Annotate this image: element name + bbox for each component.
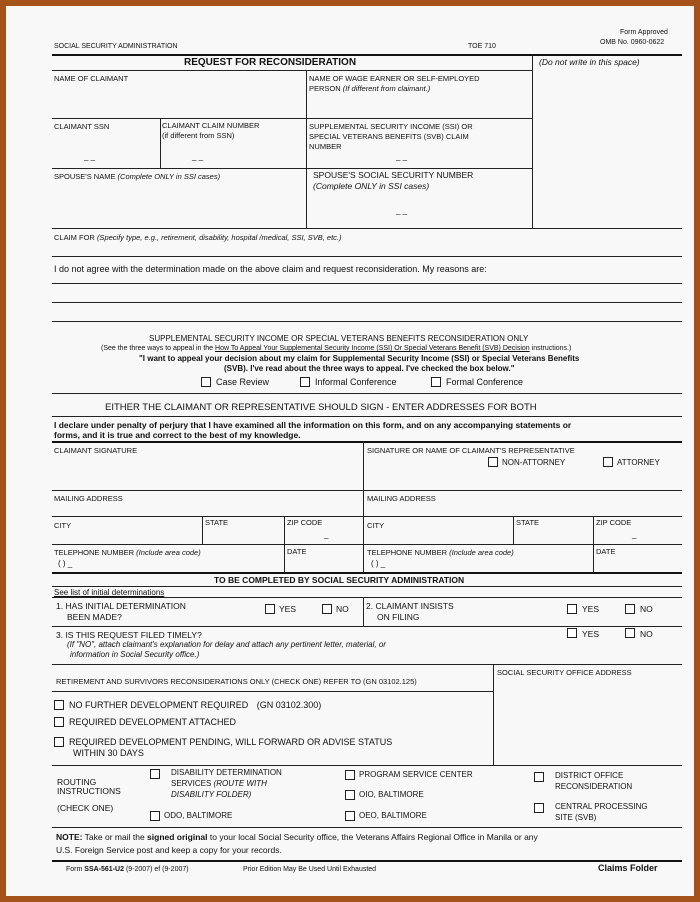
informal-conference-checkbox[interactable] bbox=[300, 377, 310, 387]
q1-no-checkbox[interactable] bbox=[322, 604, 332, 614]
declaration-line-2: forms, and it is true and correct to the best of my knowledge. bbox=[54, 430, 301, 440]
formal-conference-label: Formal Conference bbox=[446, 377, 524, 387]
note-text-1a: Take or mail the bbox=[84, 832, 145, 842]
claimant-zip-label: ZIP CODE bbox=[287, 518, 323, 527]
sign-heading: EITHER THE CLAIMANT OR REPRESENTATIVE SHOULD SIGN - ENTER ADDRESSES FOR BOTH bbox=[105, 402, 537, 413]
oeo-checkbox[interactable] bbox=[345, 811, 355, 821]
q2-label: 2. CLAIMANT INSISTS bbox=[366, 601, 454, 611]
do-not-write-note: (Do not write in this space) bbox=[539, 57, 640, 67]
claim-for-label: CLAIM FOR bbox=[54, 233, 95, 242]
psc-label: PROGRAM SERVICE CENTER bbox=[359, 770, 473, 779]
appeal-quote-2: (SVB). I've read about the three ways to appeal. I've checked the box below." bbox=[224, 364, 515, 373]
claimant-name-field[interactable] bbox=[54, 96, 306, 118]
q2-yes-checkbox[interactable] bbox=[567, 604, 577, 614]
footer-form-label: Form bbox=[66, 866, 83, 873]
form-title: REQUEST FOR RECONSIDERATION bbox=[184, 57, 357, 68]
rep-date-label: DATE bbox=[596, 547, 616, 556]
rep-city-label: CITY bbox=[367, 521, 385, 530]
omb-number: OMB No. 0960-0622 bbox=[600, 39, 665, 46]
check-one-label: (CHECK ONE) bbox=[57, 803, 114, 813]
spouse-name-note: (Complete ONLY in SSI cases) bbox=[117, 172, 221, 181]
footer-form-date: (9-2007) ef (9-2007) bbox=[125, 866, 189, 873]
q3-yes-checkbox[interactable] bbox=[567, 628, 577, 638]
non-attorney-checkbox[interactable] bbox=[488, 457, 498, 467]
note-label: NOTE: bbox=[56, 832, 83, 842]
ssi-claim-label-2: SPECIAL VETERANS BENEFITS (SVB) CLAIM bbox=[309, 132, 469, 141]
claimant-ssn-field[interactable]: _ _ bbox=[84, 152, 96, 161]
q3-no-checkbox[interactable] bbox=[625, 628, 635, 638]
claimant-ssn-label: CLAIMANT SSN bbox=[54, 122, 110, 131]
reasons-text: I do not agree with the determination made on the above claim and request reconsideration. My reasons are: bbox=[54, 264, 487, 274]
claim-number-label: CLAIMANT CLAIM NUMBER bbox=[162, 121, 260, 130]
informal-conference-label: Informal Conference bbox=[315, 377, 397, 387]
claimant-city-label: CITY bbox=[54, 521, 72, 530]
rep-signature-label: SIGNATURE OR NAME OF CLAIMANT'S REPRESENTATIVE bbox=[367, 446, 575, 455]
q3-note-1: (If "NO", attach claimant's explanation for delay and attach any pertinent letter, material, or bbox=[67, 640, 386, 649]
form-approved: Form Approved bbox=[620, 29, 668, 36]
claimant-telephone-field[interactable]: ( ) _ bbox=[58, 559, 73, 568]
cps-label-2: SITE (SVB) bbox=[555, 813, 597, 822]
claimant-signature-label: CLAIMANT SIGNATURE bbox=[54, 446, 138, 455]
claimant-state-label: STATE bbox=[205, 518, 229, 527]
see-suffix: instructions.) bbox=[531, 345, 572, 352]
ssi-claim-field[interactable]: _ _ bbox=[396, 152, 408, 161]
rep-signature-field[interactable] bbox=[367, 470, 677, 490]
rep-mailing-address-field[interactable] bbox=[367, 504, 677, 516]
no-further-ref: (GN 03102.300) bbox=[256, 700, 322, 710]
formal-conference-checkbox[interactable] bbox=[431, 377, 441, 387]
spouse-ssn-note: (Complete ONLY in SSI cases) bbox=[313, 181, 430, 191]
required-pending-label: REQUIRED DEVELOPMENT PENDING, WILL FORWARD OR ADVISE STATUS bbox=[69, 737, 393, 747]
footer-prior-edition: Prior Edition May Be Used Until Exhausted bbox=[243, 866, 377, 873]
ss-office-address-field[interactable] bbox=[497, 680, 677, 762]
form-code: TOE 710 bbox=[468, 43, 496, 50]
q2-yes-label: YES bbox=[582, 604, 600, 614]
claimant-telephone-note: (Include area code) bbox=[136, 548, 201, 557]
required-attached-label: REQUIRED DEVELOPMENT ATTACHED bbox=[69, 717, 237, 727]
form-page bbox=[6, 6, 694, 896]
note-text-1c: to your local Social Security office, the Veterans Affairs Regional Office in Manila or any bbox=[209, 832, 538, 842]
retirement-heading: RETIREMENT AND SURVIVORS RECONSIDERATIONS ONLY (CHECK ONE) REFER TO (GN 03102.125) bbox=[56, 677, 417, 686]
claimant-name-label: NAME OF CLAIMANT bbox=[54, 74, 129, 83]
oeo-label: OEO, BALTIMORE bbox=[359, 811, 427, 820]
dds-checkbox[interactable] bbox=[150, 769, 160, 779]
claim-for-note: (Specify type, e.g., retirement, disability, hospital /medical, SSI, SVB, etc.) bbox=[96, 233, 342, 242]
reasons-field[interactable] bbox=[54, 274, 674, 320]
required-pending-checkbox[interactable] bbox=[54, 737, 64, 747]
wage-earner-label-2: PERSON bbox=[309, 84, 341, 93]
cps-label: CENTRAL PROCESSING bbox=[555, 802, 648, 811]
claimant-mailing-address-field[interactable] bbox=[54, 504, 360, 516]
odo-label: ODO, BALTIMORE bbox=[164, 811, 233, 820]
claimant-zip-field[interactable]: _ bbox=[324, 530, 329, 539]
q2-no-label: NO bbox=[640, 604, 653, 614]
required-pending-label-2: WITHIN 30 DAYS bbox=[73, 748, 144, 758]
attorney-checkbox[interactable] bbox=[603, 457, 613, 467]
q3-note-2: information in Social Security office.) bbox=[70, 650, 200, 659]
rep-telephone-field[interactable]: ( ) _ bbox=[371, 559, 386, 568]
wage-earner-field[interactable] bbox=[309, 96, 531, 118]
oio-label: OIO, BALTIMORE bbox=[359, 790, 424, 799]
q3-label: 3. IS THIS REQUEST FILED TIMELY? bbox=[56, 630, 202, 640]
q2-no-checkbox[interactable] bbox=[625, 604, 635, 614]
claimant-date-label: DATE bbox=[287, 547, 307, 556]
rep-telephone-label: TELEPHONE NUMBER bbox=[367, 548, 448, 557]
q1-yes-label: YES bbox=[279, 604, 297, 614]
odo-checkbox[interactable] bbox=[150, 811, 160, 821]
q2-label-2: ON FILING bbox=[377, 612, 420, 622]
psc-checkbox[interactable] bbox=[345, 770, 355, 780]
claimant-signature-field[interactable] bbox=[54, 458, 360, 488]
dds-label-2: SERVICES bbox=[171, 779, 212, 788]
initial-determinations-link[interactable]: See list of initial determinations bbox=[54, 588, 165, 597]
non-attorney-label: NON-ATTORNEY bbox=[502, 458, 566, 467]
appeal-instructions-link[interactable]: How To Appeal Your Supplemental Security Income (SSI) Or Special Veterans Benefit (SVB) Decision bbox=[215, 345, 530, 352]
routing-label-2: INSTRUCTIONS bbox=[57, 786, 121, 796]
q1-label-2: BEEN MADE? bbox=[67, 612, 122, 622]
spouse-ssn-label: SPOUSE'S SOCIAL SECURITY NUMBER bbox=[313, 170, 474, 180]
footer-form-number: SSA-561-U2 bbox=[84, 866, 124, 873]
see-prefix: (See the three ways to appeal in the bbox=[101, 345, 214, 352]
no-further-label: NO FURTHER DEVELOPMENT REQUIRED bbox=[69, 700, 249, 710]
no-further-checkbox[interactable] bbox=[54, 700, 64, 710]
case-review-checkbox[interactable] bbox=[201, 377, 211, 387]
claimant-telephone-label: TELEPHONE NUMBER bbox=[54, 548, 135, 557]
claim-for-field[interactable] bbox=[54, 244, 674, 256]
ss-office-address-label: SOCIAL SECURITY OFFICE ADDRESS bbox=[497, 668, 632, 677]
footer-claims-folder: Claims Folder bbox=[598, 863, 658, 873]
q3-yes-label: YES bbox=[582, 629, 600, 639]
agency-name: SOCIAL SECURITY ADMINISTRATION bbox=[54, 43, 178, 50]
q3-no-label: NO bbox=[640, 629, 653, 639]
district-office-label-2: RECONSIDERATION bbox=[555, 782, 633, 791]
wage-earner-note: (If different from claimant.) bbox=[342, 84, 431, 93]
ssa-section-heading: TO BE COMPLETED BY SOCIAL SECURITY ADMINISTRATION bbox=[214, 575, 465, 585]
district-office-label: DISTRICT OFFICE bbox=[555, 771, 624, 780]
q1-label: 1. HAS INITIAL DETERMINATION bbox=[56, 601, 186, 611]
attorney-label: ATTORNEY bbox=[617, 458, 660, 467]
required-attached-checkbox[interactable] bbox=[54, 717, 64, 727]
oio-checkbox[interactable] bbox=[345, 790, 355, 800]
routing-label: ROUTING bbox=[57, 777, 97, 787]
ssi-claim-label: SUPPLEMENTAL SECURITY INCOME (SSI) OR bbox=[309, 122, 473, 131]
rep-state-label: STATE bbox=[516, 518, 540, 527]
rep-mailing-address-label: MAILING ADDRESS bbox=[367, 494, 436, 503]
dds-label-4: DISABILITY FOLDER) bbox=[171, 790, 252, 799]
district-office-checkbox[interactable] bbox=[534, 772, 544, 782]
declaration-line-1: I declare under penalty of perjury that I have examined all the information on this form, and on any accompanying statements or bbox=[54, 420, 572, 430]
claim-number-field[interactable]: _ _ bbox=[192, 152, 204, 161]
ssi-section-heading: SUPPLEMENTAL SECURITY INCOME OR SPECIAL VETERANS BENEFITS RECONSIDERATION ONLY bbox=[149, 334, 529, 343]
claim-number-note: (if different from SSN) bbox=[162, 131, 235, 140]
cps-checkbox[interactable] bbox=[534, 803, 544, 813]
wage-earner-label: NAME OF WAGE EARNER OR SELF-EMPLOYED bbox=[309, 74, 480, 83]
rep-telephone-note: (Include area code) bbox=[449, 548, 514, 557]
spouse-name-label: SPOUSE'S NAME bbox=[54, 172, 116, 181]
rep-zip-label: ZIP CODE bbox=[596, 518, 632, 527]
case-review-label: Case Review bbox=[216, 377, 270, 387]
note-signed-original: signed original bbox=[147, 832, 208, 842]
ssi-claim-label-3: NUMBER bbox=[309, 142, 342, 151]
appeal-quote-1: "I want to appeal your decision about my claim for Supplemental Security Income (SSI) or Special Veterans Benefits bbox=[139, 354, 580, 363]
claimant-mailing-address-label: MAILING ADDRESS bbox=[54, 494, 123, 503]
rep-zip-field[interactable]: _ bbox=[632, 530, 637, 539]
dds-label-3: (ROUTE WITH bbox=[213, 779, 267, 788]
dds-label: DISABILITY DETERMINATION bbox=[171, 768, 282, 777]
q1-no-label: NO bbox=[336, 604, 349, 614]
note-text-2: U.S. Foreign Service post and keep a copy for your records. bbox=[56, 845, 282, 855]
spouse-ssn-field[interactable]: _ _ bbox=[396, 206, 408, 215]
spouse-name-field[interactable] bbox=[54, 186, 306, 226]
q1-yes-checkbox[interactable] bbox=[265, 604, 275, 614]
